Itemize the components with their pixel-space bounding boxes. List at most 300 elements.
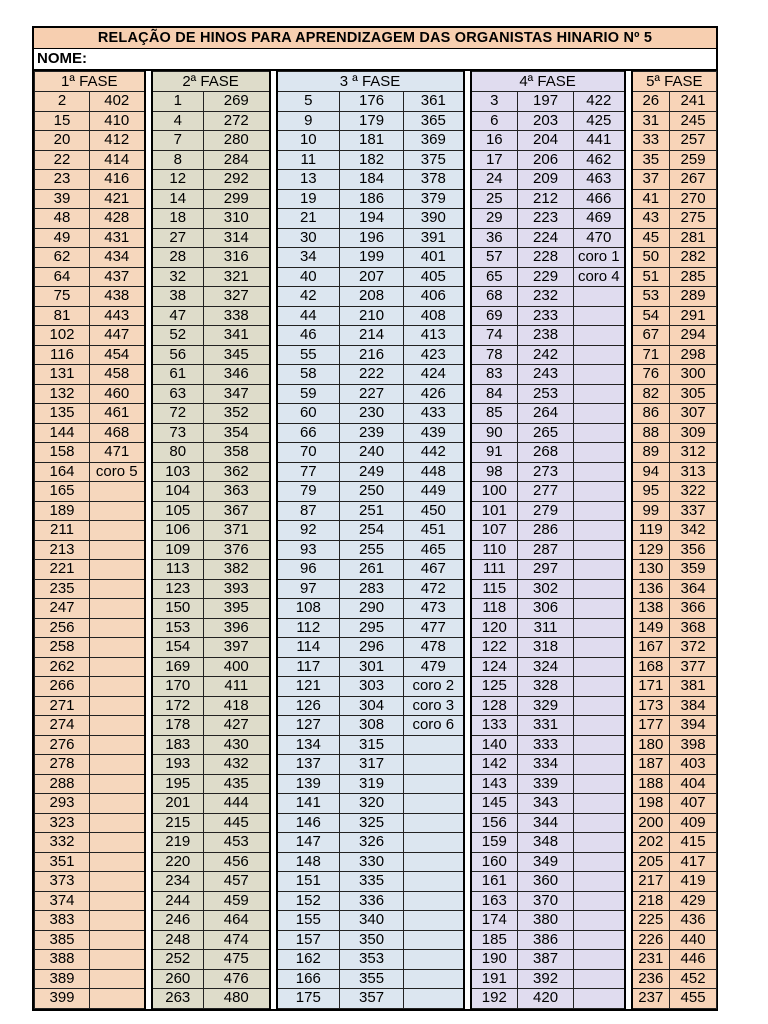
hymn-number-cell: 157	[277, 930, 340, 950]
hymn-number-cell	[90, 521, 145, 541]
table-row	[35, 111, 717, 131]
hymn-number-cell	[574, 599, 625, 619]
hymn-number-cell: 216	[340, 345, 404, 365]
hymn-number-cell: 424	[404, 365, 464, 385]
hymn-number-cell	[574, 560, 625, 580]
hymn-number-cell: 436	[670, 911, 717, 931]
table-row	[35, 287, 717, 307]
hymn-number-cell: 409	[670, 813, 717, 833]
table-row	[35, 326, 717, 346]
table-row	[35, 911, 717, 931]
hymn-number-cell: 463	[574, 170, 625, 190]
hymn-number-cell: 30	[277, 228, 340, 248]
hymn-number-cell: 390	[404, 209, 464, 229]
hymn-number-cell: 438	[90, 287, 145, 307]
hymn-number-cell: coro 5	[90, 462, 145, 482]
table-row	[35, 248, 717, 268]
hymn-number-cell: 440	[670, 930, 717, 950]
hymn-number-cell: 344	[518, 813, 574, 833]
hymn-list-sheet	[32, 26, 718, 1011]
table-row	[35, 423, 717, 443]
hymn-number-cell: 268	[518, 443, 574, 463]
hymn-number-cell: 129	[632, 540, 670, 560]
hymn-number-cell: 17	[471, 150, 518, 170]
hymn-number-cell: 343	[518, 794, 574, 814]
name-field-label[interactable]: NOME:	[34, 49, 716, 71]
hymn-number-cell: 106	[152, 521, 204, 541]
hymn-number-cell	[574, 872, 625, 892]
hymn-number-cell	[404, 891, 464, 911]
hymn-number-cell: 132	[35, 384, 90, 404]
hymn-number-cell: 141	[277, 794, 340, 814]
hymn-number-cell: 423	[404, 345, 464, 365]
hymn-number-cell: 200	[632, 813, 670, 833]
hymn-number-cell: 227	[340, 384, 404, 404]
hymn-number-cell: 42	[277, 287, 340, 307]
hymn-number-cell: 433	[404, 404, 464, 424]
hymn-number-cell: 156	[471, 813, 518, 833]
hymn-number-cell	[90, 950, 145, 970]
hymn-number-cell: 464	[204, 911, 270, 931]
hymn-number-cell: 273	[518, 462, 574, 482]
hymn-number-cell: 257	[670, 131, 717, 151]
hymn-number-cell: 444	[204, 794, 270, 814]
hymn-number-cell: 335	[340, 872, 404, 892]
hymn-number-cell	[574, 696, 625, 716]
hymn-number-cell: 451	[404, 521, 464, 541]
hymn-number-cell: 254	[340, 521, 404, 541]
hymn-number-cell: 147	[277, 833, 340, 853]
hymn-number-cell: 140	[471, 735, 518, 755]
hymn-number-cell: 87	[277, 501, 340, 521]
hymn-number-cell: 324	[518, 657, 574, 677]
hymn-number-cell: 441	[574, 131, 625, 151]
hymn-number-cell: 11	[277, 150, 340, 170]
hymn-number-cell: 113	[152, 560, 204, 580]
hymn-number-cell	[404, 950, 464, 970]
hymn-number-cell: 258	[35, 638, 90, 658]
hymn-number-cell: 160	[471, 852, 518, 872]
hymn-number-cell: 242	[518, 345, 574, 365]
hymn-number-cell: 135	[35, 404, 90, 424]
hymn-number-cell: 255	[340, 540, 404, 560]
hymn-number-cell: 226	[632, 930, 670, 950]
hymn-number-cell: 429	[670, 891, 717, 911]
hymn-number-cell: 73	[152, 423, 204, 443]
hymn-number-cell	[90, 540, 145, 560]
hymn-number-cell: 325	[340, 813, 404, 833]
hymn-number-cell: 5	[277, 92, 340, 112]
hymn-number-cell: 57	[471, 248, 518, 268]
hymn-number-cell: 39	[35, 189, 90, 209]
hymn-number-cell	[404, 774, 464, 794]
hymn-number-cell: 103	[152, 462, 204, 482]
hymn-number-cell: 332	[35, 833, 90, 853]
hymn-number-cell	[90, 560, 145, 580]
hymn-number-cell	[90, 716, 145, 736]
hymn-number-cell: 27	[152, 228, 204, 248]
hymn-number-cell: 329	[518, 696, 574, 716]
hymn-number-cell: 449	[404, 482, 464, 502]
hymn-number-cell: 24	[471, 170, 518, 190]
hymn-number-cell: 372	[670, 638, 717, 658]
table-row	[35, 891, 717, 911]
hymn-number-cell	[90, 774, 145, 794]
hymn-number-cell	[574, 989, 625, 1009]
hymn-number-cell: coro 2	[404, 677, 464, 697]
table-row	[35, 599, 717, 619]
hymn-number-cell: 404	[670, 774, 717, 794]
hymn-table	[34, 71, 717, 1009]
hymn-number-cell: 215	[152, 813, 204, 833]
hymn-number-cell: 318	[518, 638, 574, 658]
hymn-number-cell: 12	[152, 170, 204, 190]
hymn-number-cell	[574, 794, 625, 814]
hymn-number-cell	[574, 345, 625, 365]
hymn-number-cell: 61	[152, 365, 204, 385]
hymn-number-cell: 378	[404, 170, 464, 190]
table-row	[35, 306, 717, 326]
hymn-number-cell: 406	[404, 287, 464, 307]
hymn-number-cell: 397	[204, 638, 270, 658]
hymn-number-cell: 231	[632, 950, 670, 970]
hymn-number-cell	[90, 482, 145, 502]
hymn-number-cell: 431	[90, 228, 145, 248]
hymn-number-cell: 196	[340, 228, 404, 248]
hymn-number-cell: 102	[35, 326, 90, 346]
hymn-number-cell	[404, 755, 464, 775]
hymn-number-cell: 56	[152, 345, 204, 365]
hymn-number-cell: 355	[340, 969, 404, 989]
hymn-number-cell	[574, 657, 625, 677]
hymn-number-cell: 212	[518, 189, 574, 209]
hymn-number-cell: 354	[204, 423, 270, 443]
hymn-number-cell: 283	[340, 579, 404, 599]
hymn-number-cell: 294	[670, 326, 717, 346]
table-row	[35, 365, 717, 385]
hymn-number-cell: 346	[204, 365, 270, 385]
hymn-number-cell	[574, 501, 625, 521]
hymn-number-cell: 173	[632, 696, 670, 716]
hymn-number-cell: 232	[518, 287, 574, 307]
hymn-number-cell	[574, 950, 625, 970]
hymn-number-cell: 55	[277, 345, 340, 365]
hymn-number-cell: 396	[204, 618, 270, 638]
hymn-number-cell: 297	[518, 560, 574, 580]
hymn-number-cell: 68	[471, 287, 518, 307]
hymn-number-cell: 263	[152, 989, 204, 1009]
hymn-number-cell: 264	[518, 404, 574, 424]
hymn-number-cell: 104	[152, 482, 204, 502]
hymn-number-cell: 389	[35, 969, 90, 989]
hymn-number-cell: 392	[518, 969, 574, 989]
hymn-number-cell	[90, 755, 145, 775]
hymn-number-cell: 265	[518, 423, 574, 443]
hymn-number-cell: 467	[404, 560, 464, 580]
table-row	[35, 657, 717, 677]
hymn-number-cell: 305	[670, 384, 717, 404]
hymn-number-cell: 174	[471, 911, 518, 931]
hymn-number-cell: 235	[35, 579, 90, 599]
hymn-number-cell	[404, 852, 464, 872]
hymn-number-cell: 327	[204, 287, 270, 307]
hymn-number-cell: 398	[670, 735, 717, 755]
hymn-number-cell: 115	[471, 579, 518, 599]
hymn-number-cell: 159	[471, 833, 518, 853]
hymn-number-cell: 287	[518, 540, 574, 560]
hymn-number-cell: 362	[204, 462, 270, 482]
hymn-number-cell: 88	[632, 423, 670, 443]
hymn-number-cell	[404, 833, 464, 853]
hymn-number-cell: 412	[90, 131, 145, 151]
hymn-number-cell: 241	[670, 92, 717, 112]
table-row	[35, 150, 717, 170]
hymn-number-cell: 443	[90, 306, 145, 326]
hymn-number-cell: 19	[277, 189, 340, 209]
hymn-number-cell: 161	[471, 872, 518, 892]
table-row	[35, 755, 717, 775]
hymn-number-cell: 330	[340, 852, 404, 872]
hymn-number-cell: 116	[35, 345, 90, 365]
hymn-number-cell: coro 6	[404, 716, 464, 736]
hymn-number-cell: 279	[518, 501, 574, 521]
hymn-number-cell: 229	[518, 267, 574, 287]
hymn-number-cell: 320	[340, 794, 404, 814]
hymn-number-cell	[90, 833, 145, 853]
hymn-number-cell: 414	[90, 150, 145, 170]
hymn-number-cell: 244	[152, 891, 204, 911]
hymn-number-cell: 421	[90, 189, 145, 209]
hymn-number-cell: 243	[518, 365, 574, 385]
hymn-number-cell: 233	[518, 306, 574, 326]
hymn-number-cell: 296	[340, 638, 404, 658]
hymn-number-cell: 109	[152, 540, 204, 560]
hymn-number-cell: 420	[518, 989, 574, 1009]
hymn-number-cell: 51	[632, 267, 670, 287]
hymn-number-cell: 306	[518, 599, 574, 619]
hymn-number-cell: 84	[471, 384, 518, 404]
hymn-number-cell: 274	[35, 716, 90, 736]
table-row	[35, 950, 717, 970]
hymn-number-cell: 363	[204, 482, 270, 502]
hymn-number-cell: 82	[632, 384, 670, 404]
hymn-number-cell: 446	[670, 950, 717, 970]
hymn-number-cell: 331	[518, 716, 574, 736]
hymn-number-cell: 266	[35, 677, 90, 697]
hymn-number-cell: 416	[90, 170, 145, 190]
hymn-number-cell: 328	[518, 677, 574, 697]
hymn-number-cell: 22	[35, 150, 90, 170]
hymn-number-cell	[574, 384, 625, 404]
hymn-number-cell: 29	[471, 209, 518, 229]
hymn-number-cell: 228	[518, 248, 574, 268]
hymn-number-cell: 184	[340, 170, 404, 190]
hymn-number-cell: 91	[471, 443, 518, 463]
hymn-number-cell	[574, 521, 625, 541]
hymn-number-cell: 222	[340, 365, 404, 385]
hymn-number-cell: 480	[204, 989, 270, 1009]
hymn-number-cell: 195	[152, 774, 204, 794]
hymn-number-cell: 334	[518, 755, 574, 775]
hymn-number-cell: 230	[340, 404, 404, 424]
table-row	[35, 677, 717, 697]
hymn-number-cell: 158	[35, 443, 90, 463]
hymn-number-cell: 186	[340, 189, 404, 209]
hymn-number-cell: 175	[277, 989, 340, 1009]
hymn-number-cell: 191	[471, 969, 518, 989]
hymn-number-cell: 138	[632, 599, 670, 619]
hymn-number-cell: 79	[277, 482, 340, 502]
hymn-number-cell: 360	[518, 872, 574, 892]
hymn-number-cell: 100	[471, 482, 518, 502]
hymn-number-cell: 168	[632, 657, 670, 677]
hymn-number-cell: 139	[277, 774, 340, 794]
hymn-number-cell	[574, 365, 625, 385]
hymn-number-cell: 60	[277, 404, 340, 424]
hymn-number-cell: 259	[670, 150, 717, 170]
hymn-number-cell: coro 1	[574, 248, 625, 268]
hymn-number-cell: 469	[574, 209, 625, 229]
hymn-number-cell: 110	[471, 540, 518, 560]
hymn-number-cell: 314	[204, 228, 270, 248]
phase-1-header: 1ª FASE	[35, 72, 145, 92]
hymn-number-cell: 413	[404, 326, 464, 346]
hymn-number-cell: 214	[340, 326, 404, 346]
hymn-number-cell: 281	[670, 228, 717, 248]
hymn-number-cell: 322	[670, 482, 717, 502]
hymn-number-cell	[90, 579, 145, 599]
hymn-number-cell: 202	[632, 833, 670, 853]
hymn-number-cell: 164	[35, 462, 90, 482]
hymn-number-cell: 442	[404, 443, 464, 463]
hymn-number-cell: 351	[35, 852, 90, 872]
hymn-number-cell: 179	[340, 111, 404, 131]
table-row	[35, 540, 717, 560]
hymn-number-cell: 379	[404, 189, 464, 209]
hymn-number-cell: 339	[518, 774, 574, 794]
hymn-number-cell	[90, 657, 145, 677]
hymn-number-cell: 153	[152, 618, 204, 638]
hymn-number-cell: 454	[90, 345, 145, 365]
hymn-number-cell	[574, 579, 625, 599]
hymn-number-cell: 374	[35, 891, 90, 911]
hymn-number-cell: 152	[277, 891, 340, 911]
hymn-number-cell: 99	[632, 501, 670, 521]
hymn-number-cell: 468	[90, 423, 145, 443]
hymn-number-cell: 418	[204, 696, 270, 716]
hymn-number-cell: 119	[632, 521, 670, 541]
table-row	[35, 716, 717, 736]
hymn-number-cell: 40	[277, 267, 340, 287]
hymn-number-cell: 205	[632, 852, 670, 872]
hymn-number-cell: 245	[670, 111, 717, 131]
hymn-number-cell: 92	[277, 521, 340, 541]
hymn-number-cell: 310	[204, 209, 270, 229]
hymn-number-cell: 28	[152, 248, 204, 268]
hymn-number-cell	[574, 404, 625, 424]
hymn-number-cell: 62	[35, 248, 90, 268]
hymn-number-cell: 112	[277, 618, 340, 638]
hymn-number-cell: 399	[35, 989, 90, 1009]
hymn-number-cell: 34	[277, 248, 340, 268]
hymn-number-cell: 393	[204, 579, 270, 599]
hymn-number-cell: 476	[204, 969, 270, 989]
hymn-number-cell	[90, 891, 145, 911]
hymn-number-cell	[574, 755, 625, 775]
hymn-number-cell	[404, 735, 464, 755]
hymn-number-cell: 479	[404, 657, 464, 677]
hymn-number-cell: 437	[90, 267, 145, 287]
hymn-number-cell: 77	[277, 462, 340, 482]
hymn-number-cell	[404, 911, 464, 931]
hymn-number-cell: 165	[35, 482, 90, 502]
hymn-number-cell: 166	[277, 969, 340, 989]
hymn-number-cell	[574, 462, 625, 482]
hymn-number-cell: 78	[471, 345, 518, 365]
table-row	[35, 189, 717, 209]
hymn-number-cell: 370	[518, 891, 574, 911]
hymn-number-cell: 267	[670, 170, 717, 190]
hymn-number-cell	[574, 813, 625, 833]
hymn-number-cell: 386	[518, 930, 574, 950]
hymn-number-cell: 53	[632, 287, 670, 307]
hymn-number-cell	[574, 716, 625, 736]
hymn-number-cell: 198	[632, 794, 670, 814]
phase-3-header: 3 ª FASE	[277, 72, 464, 92]
table-row	[35, 131, 717, 151]
hymn-number-cell: 234	[152, 872, 204, 892]
hymn-number-cell: 304	[340, 696, 404, 716]
hymn-number-cell: 223	[518, 209, 574, 229]
hymn-number-cell: 326	[340, 833, 404, 853]
hymn-number-cell: 301	[340, 657, 404, 677]
hymn-number-cell: 145	[471, 794, 518, 814]
hymn-number-cell: 250	[340, 482, 404, 502]
hymn-number-cell: 71	[632, 345, 670, 365]
hymn-number-cell: 439	[404, 423, 464, 443]
hymn-number-cell: 428	[90, 209, 145, 229]
hymn-number-cell: 137	[277, 755, 340, 775]
hymn-number-cell: 45	[632, 228, 670, 248]
hymn-number-cell: 25	[471, 189, 518, 209]
hymn-number-cell: 249	[340, 462, 404, 482]
hymn-number-cell: 13	[277, 170, 340, 190]
hymn-number-cell	[90, 989, 145, 1009]
hymn-number-cell: 407	[670, 794, 717, 814]
hymn-number-cell	[574, 677, 625, 697]
table-row	[35, 794, 717, 814]
hymn-number-cell: 181	[340, 131, 404, 151]
hymn-number-cell: 206	[518, 150, 574, 170]
hymn-number-cell: 400	[204, 657, 270, 677]
hymn-number-cell: 276	[35, 735, 90, 755]
hymn-number-cell: 369	[404, 131, 464, 151]
hymn-number-cell: 466	[574, 189, 625, 209]
hymn-number-cell	[574, 423, 625, 443]
hymn-number-cell: 455	[670, 989, 717, 1009]
hymn-number-cell: 127	[277, 716, 340, 736]
hymn-number-cell: 80	[152, 443, 204, 463]
hymn-number-cell: 256	[35, 618, 90, 638]
hymn-number-cell: 475	[204, 950, 270, 970]
hymn-number-cell: 432	[204, 755, 270, 775]
hymn-number-cell: 199	[340, 248, 404, 268]
hymn-number-cell: 470	[574, 228, 625, 248]
hymn-number-cell: 350	[340, 930, 404, 950]
hymn-number-cell: 150	[152, 599, 204, 619]
hymn-number-cell: 240	[340, 443, 404, 463]
hymn-number-cell: 385	[35, 930, 90, 950]
